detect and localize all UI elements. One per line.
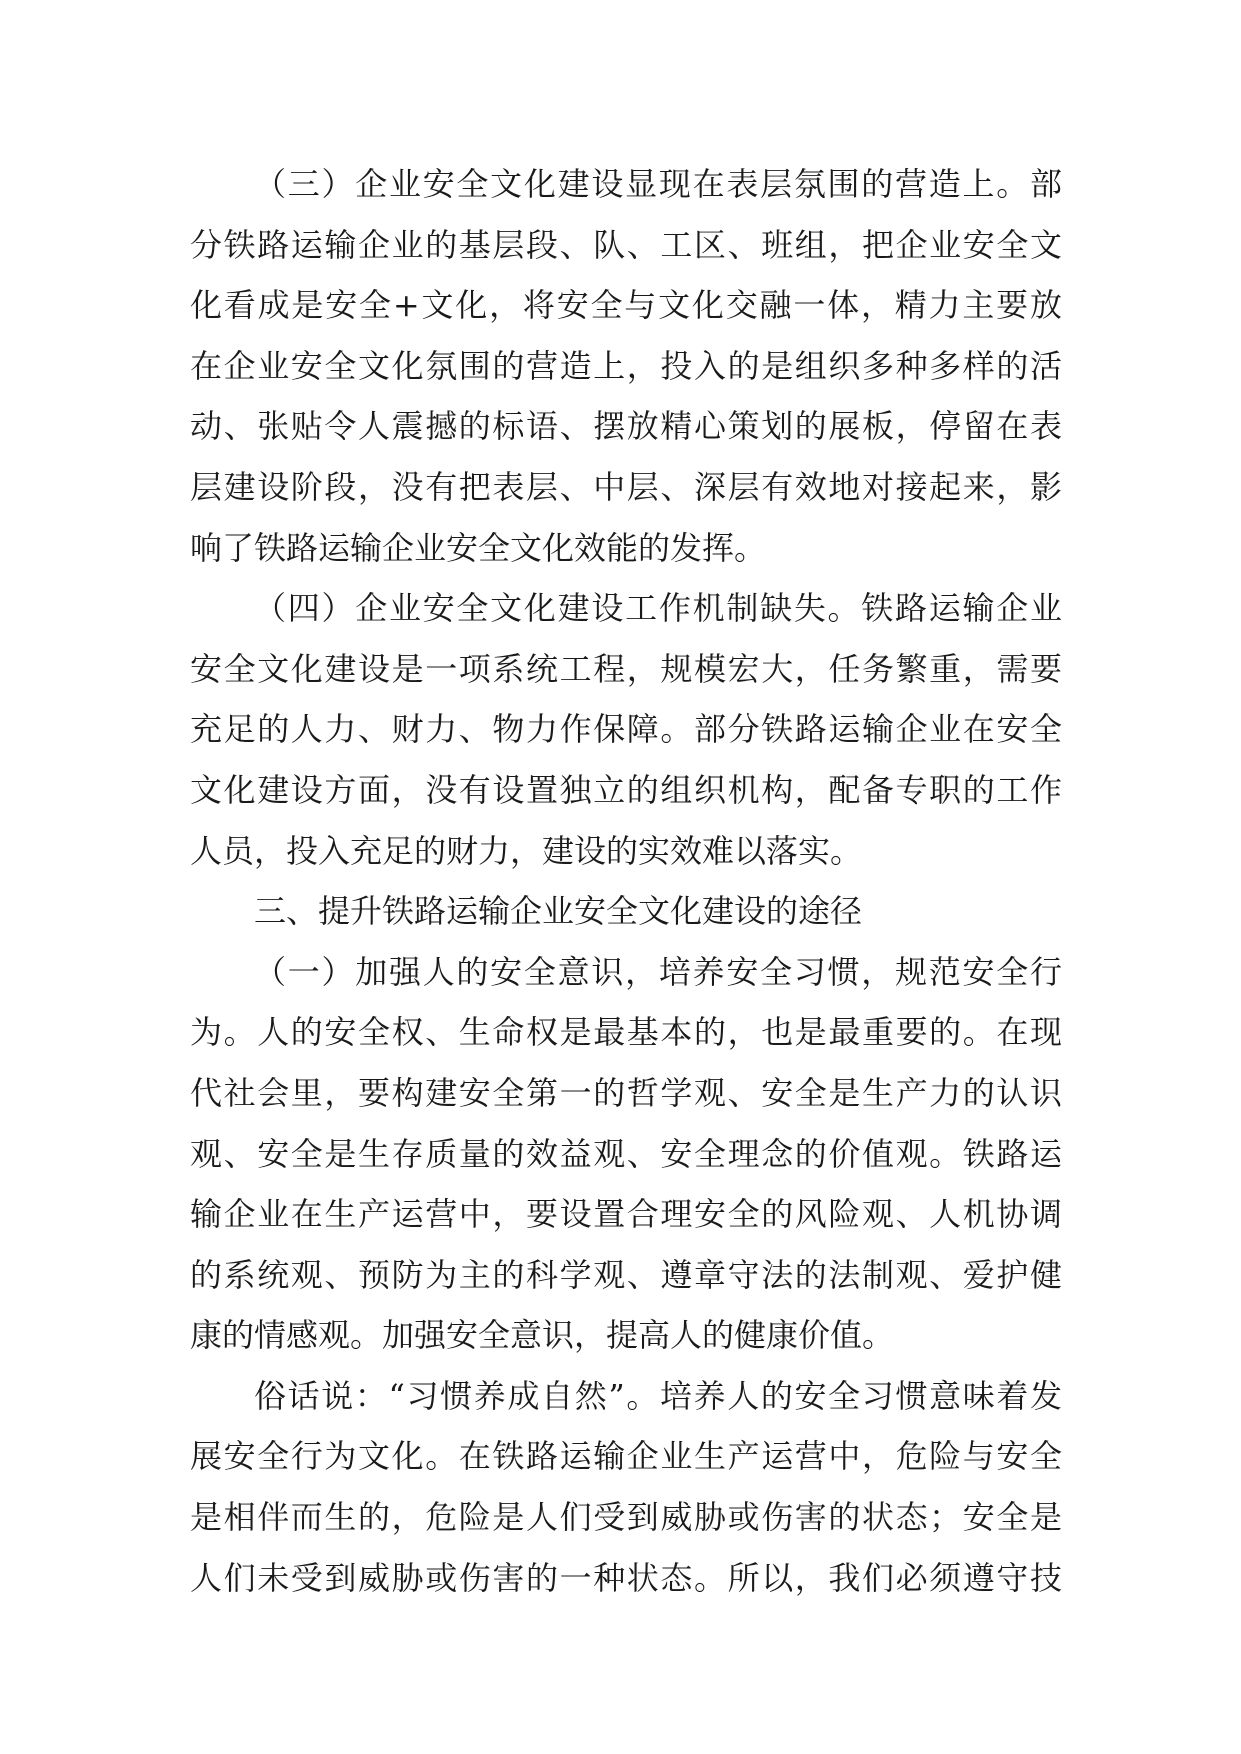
paragraph-line: 动、张贴令人震撼的标语、摆放精心策划的展板，停留在表 <box>190 407 1062 446</box>
paragraph-line: 的系统观、预防为主的科学观、遵章守法的法制观、爱护健 <box>190 1255 1062 1294</box>
paragraph-line: 分铁路运输企业的基层段、队、工区、班组，把企业安全文 <box>190 225 1062 264</box>
section-heading <box>190 881 1062 942</box>
paragraph-line: 是相伴而生的，危险是人们受到威胁或伤害的状态；安全是 <box>190 1498 1062 1537</box>
paragraph-line: 文化建设方面，没有设置独立的组织机构，配备专职的工作 <box>190 770 1062 809</box>
paragraph-line: （四）企业安全文化建设工作机制缺失。铁路运输企业 <box>254 589 1062 628</box>
paragraph-section-3-1 <box>190 942 1062 1366</box>
paragraph-line: （一）加强人的安全意识，培养安全习惯，规范安全行 <box>254 952 1062 991</box>
paragraph-line: 为。人的安全权、生命权是最基本的，也是最重要的。在现 <box>190 1013 1062 1052</box>
document-body <box>190 154 1062 1608</box>
paragraph-line: 安全文化建设是一项系统工程，规模宏大，任务繁重，需要 <box>190 649 1062 688</box>
paragraph-line: 俗话说：“习惯养成自然”。培养人的安全习惯意味着发 <box>254 1376 1062 1415</box>
paragraph-line: 人们未受到威胁或伤害的一种状态。所以，我们必须遵守技 <box>190 1558 1062 1597</box>
heading-line: 三、提升铁路运输企业安全文化建设的途径 <box>254 892 863 931</box>
paragraph-line: 层建设阶段，没有把表层、中层、深层有效地对接起来，影 <box>190 467 1062 506</box>
paragraph-line: 代社会里，要构建安全第一的哲学观、安全是生产力的认识 <box>190 1073 1062 1112</box>
paragraph-section-2-4 <box>190 578 1062 881</box>
paragraph-section-2-3 <box>190 154 1062 578</box>
paragraph-line: 人员，投入充足的财力，建设的实效难以落实。 <box>190 831 863 870</box>
paragraph-line: 康的情感观。加强安全意识，提高人的健康价值。 <box>190 1316 895 1355</box>
paragraph-line: 充足的人力、财力、物力作保障。部分铁路运输企业在安全 <box>190 710 1062 749</box>
paragraph-section-3-1-cont <box>190 1366 1062 1608</box>
paragraph-line: 响了铁路运输企业安全文化效能的发挥。 <box>190 528 767 567</box>
paragraph-line: 输企业在生产运营中，要设置合理安全的风险观、人机协调 <box>190 1195 1062 1234</box>
paragraph-line: （三）企业安全文化建设显现在表层氛围的营造上。部 <box>254 165 1062 203</box>
paragraph-line: 观、安全是生存质量的效益观、安全理念的价值观。铁路运 <box>190 1134 1062 1173</box>
paragraph-line: 化看成是安全+文化，将安全与文化交融一体，精力主要放 <box>190 286 1062 325</box>
paragraph-line: 在企业安全文化氛围的营造上，投入的是组织多种多样的活 <box>190 346 1062 385</box>
paragraph-line: 展安全行为文化。在铁路运输企业生产运营中，危险与安全 <box>190 1437 1062 1476</box>
